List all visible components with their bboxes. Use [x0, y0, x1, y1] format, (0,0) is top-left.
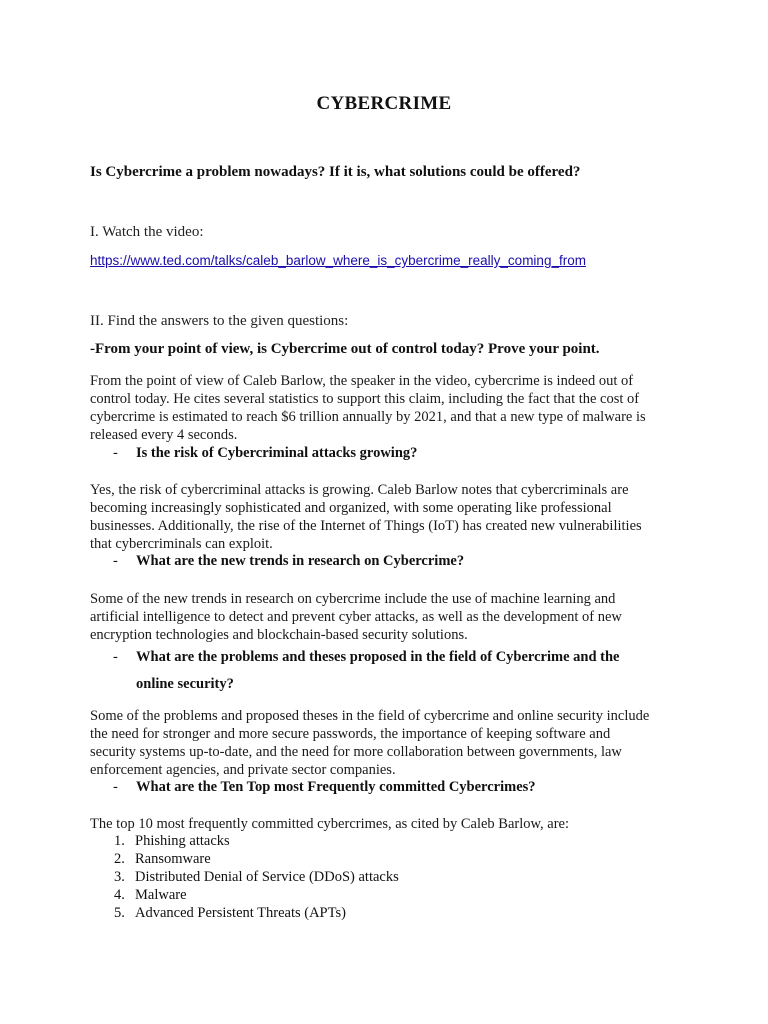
answer-2: [90, 481, 680, 553]
answer-1: [90, 372, 680, 444]
bullet-dash: -: [113, 649, 118, 665]
answer-4-line: the need for stronger and more secure passwords, the importance of keeping software and: [90, 726, 611, 742]
answer-4-line: security systems up-to-date, and the need for more collaboration between governments, law: [90, 744, 622, 760]
list-item: [90, 832, 399, 850]
list-item-text: Ransomware: [135, 851, 211, 867]
question-3-text: What are the new trends in research on Cybercrime?: [136, 553, 465, 569]
question-5: [113, 778, 536, 796]
answer-2-line: businesses. Additionally, the rise of the Internet of Things (IoT) has created new vulnerabilities: [90, 518, 642, 534]
list-item: [90, 868, 399, 886]
list-item: [90, 904, 399, 922]
question-4: [113, 644, 619, 698]
list-item-text: Malware: [135, 887, 187, 903]
answer-4-line: enforcement agencies, and private sector companies.: [90, 762, 396, 778]
list-item-number: 2.: [114, 851, 125, 867]
answer-3-line: encryption technologies and blockchain-based security solutions.: [90, 627, 468, 643]
list-item-text: Distributed Denial of Service (DDoS) attacks: [135, 869, 399, 885]
question-2: [113, 444, 417, 462]
answer-1-line: control today. He cites several statistics to support this claim, including the fact that the cost of: [90, 391, 640, 407]
list-item-number: 4.: [114, 887, 125, 903]
list-item-number: 5.: [114, 905, 125, 921]
answer-4-line: Some of the problems and proposed theses in the field of cybercrime and online security include: [90, 708, 650, 724]
answer-2-line: Yes, the risk of cybercriminal attacks is growing. Caleb Barlow notes that cybercriminals are: [90, 482, 629, 498]
video-link[interactable]: https://www.ted.com/talks/caleb_barlow_where_is_cybercrime_really_coming_from: [90, 253, 586, 268]
question-3: [113, 552, 464, 570]
list-item-number: 1.: [114, 833, 125, 849]
section-heading-watch-video: I. Watch the video:: [90, 224, 204, 240]
question-4-text-line-2: online security?: [136, 676, 234, 692]
question-5-text: What are the Ten Top most Frequently committed Cybercrimes?: [136, 779, 536, 795]
answer-2-line: that cybercriminals can exploit.: [90, 536, 273, 552]
list-item-text: Advanced Persistent Threats (APTs): [135, 905, 346, 921]
bullet-dash: -: [113, 553, 118, 569]
list-item: [90, 886, 399, 904]
answer-2-line: becoming increasingly sophisticated and organized, with some operating like professional: [90, 500, 612, 516]
document-title: CYBERCRIME: [316, 93, 452, 114]
answer-3: [90, 590, 680, 644]
answer-3-line: artificial intelligence to detect and prevent cyber attacks, as well as the development of new: [90, 609, 622, 625]
question-4-text-line-1: What are the problems and theses proposed in the field of Cybercrime and the: [136, 649, 620, 665]
list-item: [90, 850, 399, 868]
answer-3-line: Some of the new trends in research on cybercrime include the use of machine learning and: [90, 591, 616, 607]
bullet-dash: -: [113, 445, 118, 461]
list-item-text: Phishing attacks: [135, 833, 230, 849]
top-cybercrimes-list: [90, 832, 399, 922]
list-item-number: 3.: [114, 869, 125, 885]
question-2-text: Is the risk of Cybercriminal attacks growing?: [136, 445, 418, 461]
document-subtitle: Is Cybercrime a problem nowadays? If it is, what solutions could be offered?: [90, 164, 581, 180]
answer-5-intro: The top 10 most frequently committed cybercrimes, as cited by Caleb Barlow, are:: [90, 816, 570, 832]
answer-1-line: From the point of view of Caleb Barlow, the speaker in the video, cybercrime is indeed out of: [90, 373, 634, 389]
bullet-dash: -: [113, 779, 118, 795]
answer-4: [90, 707, 680, 779]
question-1: -From your point of view, is Cybercrime out of control today? Prove your point.: [90, 341, 600, 357]
answer-1-line: cybercrime is estimated to reach $6 trillion annually by 2021, and that a new type of malware is: [90, 409, 646, 425]
section-heading-find-answers: II. Find the answers to the given questions:: [90, 313, 349, 329]
answer-1-line: released every 4 seconds.: [90, 427, 238, 443]
